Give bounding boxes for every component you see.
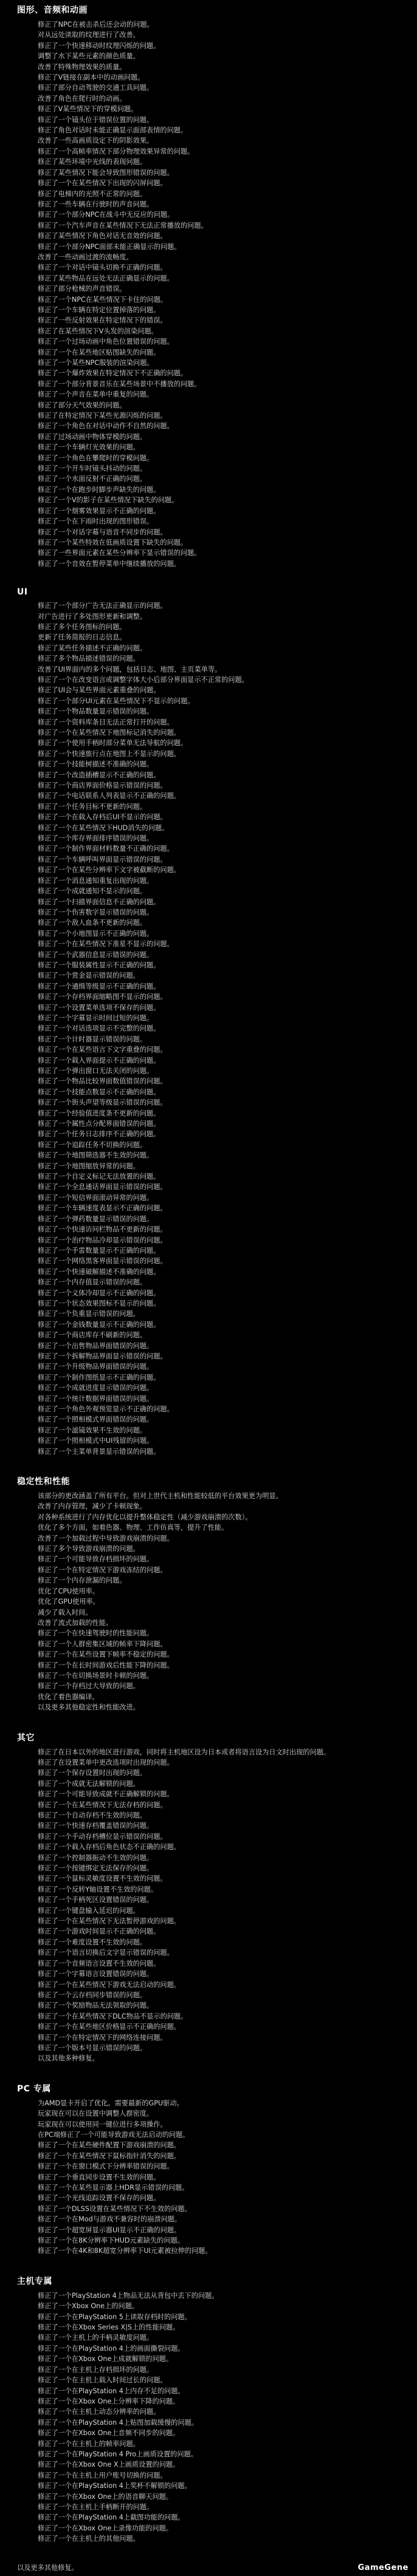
list-item: 修正了一个在主机上手柄断开的问题。 — [38, 2502, 405, 2512]
list-item: 修正了某些任务描述不正确的问题。 — [38, 643, 405, 653]
list-item: 修正了一个属性点分配界面错误的问题。 — [38, 1119, 405, 1129]
list-item: 修正了一个可能导致成就不正确解锁的问题。 — [38, 1789, 405, 1799]
list-item: 优化了着色器编译。 — [38, 1692, 405, 1702]
list-item: 修正了一个车辆灯光效果的问题。 — [38, 442, 405, 452]
section-title: 其它 — [17, 1733, 35, 1743]
list-item: 修正了一个统计数据界面错误的问题。 — [38, 1394, 405, 1404]
list-item: 修正了一个在主机上动态分辨率的问题。 — [38, 2407, 405, 2417]
list-item: 修正了在某些情况下V头发的渲染问题。 — [38, 326, 405, 336]
list-item: 修正了一个在Xbox One上分辨率下降的问题。 — [38, 2396, 405, 2407]
list-item: 修正了一个鼠标灵敏度设置不生效的问题。 — [38, 1873, 405, 1884]
list-item: 修正了一个快速存档覆盖错误的问题。 — [38, 1821, 405, 1831]
list-item: 修正了一个网络黑客界面显示错误的问题。 — [38, 1256, 405, 1266]
list-item: 修正了一个在PlayStation 4上截图功能的问题。 — [38, 2512, 405, 2523]
list-item: 修正了一个商店库存不刷新的问题。 — [38, 1330, 405, 1340]
list-item: 修正了一个Xbox One上的问题。 — [38, 2301, 405, 2311]
list-item: 修正了一个敌人血条不更新的问题。 — [38, 918, 405, 928]
list-item: 修正了一个服装属性显示不正确的问题。 — [38, 960, 405, 970]
list-item: 修正了一个在PlayStation 5上读取存档时的问题。 — [38, 2312, 405, 2322]
list-item: 修正了一个某些特效在低画质设置下缺失的问题。 — [38, 537, 405, 548]
list-item: 修正了一个人群密集区域的帧率下降问题。 — [38, 1639, 405, 1649]
list-item: 调整了水下某些元素的颜色质量。 — [38, 51, 405, 61]
list-item: 修正了一个在Xbox Series X|S上的性能问题。 — [38, 2322, 405, 2332]
list-item: 修正了一个在某些情况下无法存档的问题。 — [38, 1800, 405, 1810]
list-item: 修正了一个在载入存档后UI不显示的问题。 — [38, 812, 405, 822]
list-item: 修正了一个保存设置时出现的问题。 — [38, 1768, 405, 1778]
list-item: 修正了某些情况下能会导致图形错误的问题。 — [38, 168, 405, 178]
list-item: 修正了一个汽车声音在某些情况下无法正常播放的问题。 — [38, 220, 405, 231]
list-item: 修正了一个音效在暂停菜单中继续播放的问题。 — [38, 559, 405, 569]
list-item: 修正了一个游戏时间显示不正确的问题。 — [38, 1926, 405, 1937]
list-item: 修正了一个云存档同步错误的问题。 — [38, 1990, 405, 2000]
list-item: 玩家现在可以在设置中调整人群密度。 — [38, 2108, 405, 2119]
list-item: 修正了一个出售物品界面错误的问题。 — [38, 1341, 405, 1351]
list-item: 修正了一个在Xbox One上录像功能的问题。 — [38, 2523, 405, 2533]
list-item: 玩家现在可以使用同一键位进行多项操作。 — [38, 2119, 405, 2130]
list-item: 修正了一个版本号显示错误的问题。 — [38, 2043, 405, 2053]
list-item: 修正了一个义体冷却显示不正确的问题。 — [38, 1288, 405, 1298]
list-item: 修正了一个水面反射不正确的问题。 — [38, 474, 405, 484]
list-item: 减少了载入时间。 — [38, 1607, 405, 1618]
footer-note: 以及更多其他修复。 — [17, 2563, 78, 2572]
list-item: 修正了一个某些NPC服装的渲染问题。 — [38, 358, 405, 368]
list-item: 修正了一个爆炸效果在特定情况下不正确的问题。 — [38, 368, 405, 378]
section-title: PC 专属 — [17, 2084, 51, 2094]
list-item: 修正了角色对话时未能正确显示面部表情的问题。 — [38, 125, 405, 135]
list-item: 修正了部分自动驾驶的交通工具问题。 — [38, 83, 405, 93]
list-item: 修正了一个技能点数显示不正确的问题。 — [38, 1087, 405, 1097]
list-item: 修正了一个小地图显示不正确的问题。 — [38, 929, 405, 939]
list-item: 修正了一些界面元素在某些分辨率下显示错误的问题。 — [38, 548, 405, 558]
list-item: 修正了一个在某些情况下无法暂停游戏的问题。 — [38, 1916, 405, 1926]
list-item: 修正了一个成就进度显示错误的问题。 — [38, 1383, 405, 1393]
list-item: 修正了一个设置菜单选项不保存的问题。 — [38, 1003, 405, 1013]
list-item: 修正了某些情况下角色对话无音效的问题。 — [38, 231, 405, 241]
section-title: 稳定性和性能 — [17, 1477, 70, 1487]
list-item: 修正了一个任务目标不更新的问题。 — [38, 802, 405, 812]
list-item: 改善了特殊物理效果的质量。 — [38, 62, 405, 72]
list-item: 修正了一个短信界面滚动异常的问题。 — [38, 1193, 405, 1203]
list-item: 修正了一个成就无法解锁的问题。 — [38, 1779, 405, 1789]
list-item: 修正了一个自动存档不生效的问题。 — [38, 1810, 405, 1821]
list-item: 修正了一个在PlayStation 4上奖杯不解锁的问题。 — [38, 2481, 405, 2491]
list-item: 修正了一个内存泄漏的问题。 — [38, 1575, 405, 1586]
list-item: 修正了一个滤镜效果不生效的问题。 — [38, 1425, 405, 1436]
list-item: 修正了一个伤害数字显示错误的问题。 — [38, 907, 405, 918]
list-item: 修正了一个在长时间游戏后性能下降的问题。 — [38, 1660, 405, 1671]
list-item: 修正了一个升级物品界面错误的问题。 — [38, 1361, 405, 1372]
list-item: 修正了一个声音在菜单中重复的问题。 — [38, 389, 405, 400]
list-item: 修正了一个在某些情况下鼠标指针消失的问题。 — [38, 2151, 405, 2161]
list-item: 修正了一个高帧率情况下部分物理效果异常的问题。 — [38, 146, 405, 157]
list-item: 修正了一个NPC在某些情况下卡住的问题。 — [38, 295, 405, 305]
list-item: 修正了一个在某些情况下HUD消失的问题。 — [38, 823, 405, 833]
list-item: 修正了一个照相模式界面错误的问题。 — [38, 1414, 405, 1425]
list-item: 修正了一个快速访问栏物品不更新的问题。 — [38, 1224, 405, 1235]
list-item: 修正了一个车辆呼叫界面显示错误的问题。 — [38, 854, 405, 865]
list-item: 修正了一个改造插槽显示不正确的问题。 — [38, 770, 405, 780]
list-item: 修正了一个电话联系人列表显示不正确的问题。 — [38, 791, 405, 801]
list-item: 修正了一个在某些情况下出现的闪屏问题。 — [38, 178, 405, 188]
list-item: 修正了一个地图筛选器不生效的问题。 — [38, 1150, 405, 1160]
list-item: 修正了一个在改变语言或调整字体大小后部分界面显示不正常的问题。 — [38, 675, 405, 685]
list-item: 修正了一个角色外观预览显示不正确的问题。 — [38, 1404, 405, 1414]
list-item: 修正了一个金钱数量显示不正确的问题。 — [38, 1320, 405, 1330]
list-item: 修正了一个DLSS设置在某些情况下不生效的问题。 — [38, 2204, 405, 2214]
list-item: 修正了一个载入存档后角色状态不正确的问题。 — [38, 1842, 405, 1852]
section — [17, 1731, 405, 2064]
list-item: 修正了一个反转Y轴设置不生效的问题。 — [38, 1884, 405, 1895]
list-item: 改善了内存管理，减少了卡顿现象。 — [38, 1501, 405, 1511]
list-item: 修正了一个拆解物品界面显示错误的问题。 — [38, 1351, 405, 1361]
section — [17, 4, 405, 569]
list-item: 修正了一个使用手柄时部分菜单无法导航的问题。 — [38, 738, 405, 748]
list-item: 修正了一个追踪任务不切换的问题。 — [38, 1140, 405, 1150]
list-item: 修正了一个负重显示错误的问题。 — [38, 1309, 405, 1319]
list-item: 修正了一个垂直同步设置不生效的问题。 — [38, 2172, 405, 2182]
list-item: 修正了一个部分广告无法正确显示的问题。 — [38, 601, 405, 611]
list-item: 修正了一个在快速驾驶时的性能问题。 — [38, 1628, 405, 1638]
list-item: 修正了NPC在被击杀后还会动的问题。 — [38, 19, 405, 30]
list-item: 修正了V某些情况下的穿模问题。 — [38, 104, 405, 114]
list-item: 修正了一个键盘输入延迟的问题。 — [38, 1906, 405, 1916]
list-item: 修正了一个全息通话界面显示错误的问题。 — [38, 1182, 405, 1192]
list-item: 修正了一个字幕语言设置错误的问题。 — [38, 1969, 405, 1979]
list-item: 修正了一个控制器振动不生效的问题。 — [38, 1853, 405, 1863]
list-item: 修正了一个库存界面排序错误的问题。 — [38, 833, 405, 843]
list-item: 修正了一个自定义标记无法放置的问题。 — [38, 1171, 405, 1182]
list-item: 修正了一个在某些设置下帧率不稳定的问题。 — [38, 1649, 405, 1660]
bullet-list — [17, 1747, 405, 2064]
section — [17, 2082, 405, 2257]
list-item: 修正了一个在某些显示器上HDR显示错误的问题。 — [38, 2182, 405, 2193]
list-item: 修正了多个任务图标的问题。 — [38, 622, 405, 632]
list-item: 修正了一个地图缩放异常的问题。 — [38, 1161, 405, 1171]
list-item: 修正了一个部分NPC面部未能正确显示的问题。 — [38, 242, 405, 252]
list-item: 修正了一个车辆在特定位置掉落的问题。 — [38, 305, 405, 315]
list-item: 修正了一个开车时镜头抖动的问题。 — [38, 463, 405, 474]
list-item: 修正了一个在主机上用户账号切换的问题。 — [38, 2470, 405, 2481]
list-item: 修正了一个照相模式中UI残留的问题。 — [38, 1436, 405, 1446]
list-item: 修正了在日本以外的地区进行游戏，同时将主机地区设为日本或者将语言设为日文时出现的问题。 — [38, 1747, 405, 1757]
bullet-list — [17, 2291, 405, 2544]
list-item: 修正了一个街头声望等级显示错误的问题。 — [38, 1097, 405, 1108]
bullet-list — [17, 2098, 405, 2257]
list-item: 修正了一个部分UI元素在某些情况下不显示的问题。 — [38, 696, 405, 706]
list-item: 为AMD显卡开启了优化。需要最新的GPU驱动。 — [38, 2098, 405, 2108]
list-item: 修正了一个制作图纸显示不正确的问题。 — [38, 1372, 405, 1383]
list-item: 修正了一个消息通知重复出现的问题。 — [38, 876, 405, 886]
list-item: 修正了某些环境中光线的表现问题。 — [38, 157, 405, 167]
list-item: 修正了一个在主机上载入时间过长的问题。 — [38, 2375, 405, 2385]
section — [17, 1475, 405, 1713]
list-item: 优化了GPU使用率。 — [38, 1596, 405, 1607]
list-item: 修正了一个角色在攀爬时的穿模问题。 — [38, 453, 405, 463]
list-item: 以及其他多种修复。 — [38, 2053, 405, 2063]
list-item: 修正了一个物品数量显示错误的问题。 — [38, 706, 405, 717]
list-item: 修正了多个导致游戏崩溃的问题。 — [38, 1544, 405, 1554]
list-item: 改善了角色在爬行时的动画。 — [38, 94, 405, 104]
list-item: 改善了流式加载的性能。 — [38, 1618, 405, 1628]
list-item: 修正了一个手柄死区设置错误的问题。 — [38, 1895, 405, 1905]
list-item: 修正了一个在Xbox One X上画质设置的问题。 — [38, 2459, 405, 2470]
list-item: 修正了一个按键绑定无法保存的问题。 — [38, 1863, 405, 1873]
list-item: 修正了一个音频语言设置不生效的问题。 — [38, 1958, 405, 1969]
list-item: 修正了一个手雷数量显示不正确的问题。 — [38, 1245, 405, 1256]
list-item: 修正了一个在PlayStation 4上贴图加载缓慢的问题。 — [38, 2418, 405, 2428]
list-item: 修正了一个商店界面价格显示错误的问题。 — [38, 780, 405, 791]
list-item: 修正了多个物品描述错误的问题。 — [38, 653, 405, 664]
list-item: 修正了部分枪械的声音错误。 — [38, 284, 405, 294]
list-item: 修正了电梯内的光照不正常的问题。 — [38, 189, 405, 199]
list-item: 对从远处读取的纹理进行了改善。 — [38, 30, 405, 40]
list-item: 修正了一个赏金显示错误的问题。 — [38, 970, 405, 981]
list-item: 修正了一个镜头位于错误位置的问题。 — [38, 115, 405, 125]
list-item: 修正了一个在特定情况下游戏冻结的问题。 — [38, 1565, 405, 1575]
list-item: 修正了一个经验值进度条不更新的问题。 — [38, 1108, 405, 1119]
list-item: 修正了一个奖励物品无法领取的问题。 — [38, 2000, 405, 2011]
list-item: 修正了一个在某些分辨率下文字被截断的问题。 — [38, 865, 405, 875]
list-item: 改善了一个加载过程中导致游戏崩溃的问题。 — [38, 1533, 405, 1544]
section-title: 图形、音频和动画 — [17, 5, 88, 15]
list-item: 修正了V链接在副本中的动画问题。 — [38, 72, 405, 83]
list-item: 修正了一个过场动画中角色位置错误的问题。 — [38, 336, 405, 347]
list-item: 修正了一个对话选项显示不完整的问题。 — [38, 1023, 405, 1034]
list-item: 修正了一个部分NPC在战斗中无反应的问题。 — [38, 210, 405, 220]
list-item: 修正了某些物品在远处无法正确显示的问题。 — [38, 273, 405, 284]
list-item: 修正了一个在下雨时出现的图形错误。 — [38, 516, 405, 526]
list-item: 修正了一个主菜单背景显示错误的问题。 — [38, 1446, 405, 1457]
list-item: 修正了一个制作界面材料数量不正确的问题。 — [38, 843, 405, 854]
list-item: 修正了一个技能树描述不准确的问题。 — [38, 759, 405, 769]
list-item: 在PC端修正了一个可能导致游戏无法启动的问题。 — [38, 2130, 405, 2140]
list-item: 修正了一个快速移动时纹理闪烁的问题。 — [38, 41, 405, 51]
list-item: 修正了一个弹出窗口无法关闭的问题。 — [38, 1066, 405, 1076]
list-item: 修正了一个计时器显示错误的问题。 — [38, 1034, 405, 1044]
list-item: 修正了一个在某些地区价格显示不正确的问题。 — [38, 2022, 405, 2032]
list-item: 以及更多其他稳定性和性能改进。 — [38, 1702, 405, 1712]
list-item: 修正了一个对话字幕与语音不同步的问题。 — [38, 527, 405, 537]
list-item: 修正了一些反射效果在特定情况下的错误。 — [38, 315, 405, 325]
list-item: 修正了一个存档界面缩略图不显示的问题。 — [38, 992, 405, 1002]
list-item: 修正了在设置菜单中更改选项时出现的问题。 — [38, 1757, 405, 1768]
list-item: 修正了一个部分背景音乐在某些场景中不播放的问题。 — [38, 379, 405, 389]
list-item: 修正了一个弹药数量显示错误的问题。 — [38, 1214, 405, 1224]
list-item: 修正了一个语言切换后文字显示错误的问题。 — [38, 1947, 405, 1958]
list-item: 修正了一个主机上的手柄灵敏度问题。 — [38, 2332, 405, 2343]
list-item: 修正了一个存档过大导致的问题。 — [38, 1681, 405, 1691]
section — [17, 2275, 405, 2544]
list-item: 修正了一个快速破解描述不准确的问题。 — [38, 1267, 405, 1277]
list-item: 修正了过场动画中物体穿模的问题。 — [38, 432, 405, 442]
list-item: 修正了一个通缉等级显示不正确的问题。 — [38, 981, 405, 992]
list-item: 修正了一个在PlayStation 4上内存不足的问题。 — [38, 2386, 405, 2396]
list-item: 修正了一个光线追踪设置不保存的问题。 — [38, 2193, 405, 2203]
list-item: 对各种系统进行了内存优化以提升整体稳定性（减少游戏崩溃的次数）。 — [38, 1512, 405, 1522]
list-item: 修正了一个可能导致存档损坏的问题。 — [38, 1554, 405, 1564]
bullet-list — [17, 601, 405, 1457]
list-item: 修正了一个在某些情况下游戏无法启动的问题。 — [38, 1980, 405, 1990]
list-item: 修正了一个武器信息显示错误的问题。 — [38, 950, 405, 960]
list-item: 修正了一个在主机上的帧率问题。 — [38, 2439, 405, 2449]
list-item: 修正了一个在某些情况下准星不显示的问题。 — [38, 939, 405, 949]
list-item: 修正了一个成就通知不显示的问题。 — [38, 886, 405, 896]
list-item: 修正了一个难度设置不生效的问题。 — [38, 1937, 405, 1947]
list-item: 修正了一个对话中镜头切换不正确的问题。 — [38, 262, 405, 273]
list-item: 修正了一个在某些地区贴图缺失的问题。 — [38, 347, 405, 358]
list-item: 修正了部分天气效果的问题。 — [38, 400, 405, 411]
list-item: 改善了UI界面内的多个问题，包括日志、地图、主页菜单等。 — [38, 664, 405, 675]
list-item: 修正了一个V的影子在某些情况下缺失的问题。 — [38, 495, 405, 505]
section-title: UI — [17, 587, 28, 598]
list-item: 修正了一个在特定情况下的网络连接问题。 — [38, 2033, 405, 2043]
list-item: 修正了一个在Xbox One上的语音聊天问题。 — [38, 2492, 405, 2502]
bullet-list — [17, 19, 405, 569]
list-item: 修正了一个在主机上存档损坏的问题。 — [38, 2365, 405, 2375]
list-item: 修正了一个内存值显示错误的问题。 — [38, 1277, 405, 1287]
bullet-list — [17, 1491, 405, 1713]
list-item: 对广告进行了多处图形更新和调整。 — [38, 612, 405, 622]
list-item: 修正了一个在8K分辨率下HUD元素缺失的问题。 — [38, 2235, 405, 2246]
list-item: 修正了一个角色在对话中动作不自然的问题。 — [38, 421, 405, 431]
list-item: 改善了一些动画过渡的流畅度。 — [38, 252, 405, 262]
list-item: 修正了一个PlayStation 4上物品无法从背包中丢下的问题。 — [38, 2291, 405, 2301]
list-item: 修正了一个在某些情况下地图标记消失的问题。 — [38, 727, 405, 738]
list-item: 修正了一个烟雾效果显示不正确的问题。 — [38, 506, 405, 516]
list-item: 修正了一个在某些硬件配置下游戏崩溃的问题。 — [38, 2140, 405, 2150]
list-item: 修正了一个在Xbox One上音频不同步的问题。 — [38, 2428, 405, 2438]
list-item: 修正了一个车辆速度表显示不正确的问题。 — [38, 1203, 405, 1213]
list-item: 修正了一个在跑步时脚步声缺失的问题。 — [38, 485, 405, 495]
list-item: 修正了一些车辆在行驶时的声音问题。 — [38, 199, 405, 210]
list-item: 修正了一个在Mod与游戏不兼容时的崩溃问题。 — [38, 2214, 405, 2224]
list-item: 修正了一个在主机上的其他问题。 — [38, 2533, 405, 2544]
list-item: 该部分的更改涵盖了所有平台。但对上世代主机和性能较低的平台效果更为明显。 — [38, 1491, 405, 1501]
list-item: 修正了一个在窗口模式下分辨率错误的问题。 — [38, 2161, 405, 2172]
list-item: 修正了一个状态效果图标不显示的问题。 — [38, 1298, 405, 1309]
section — [17, 587, 405, 1457]
list-item: 修正了一个在Xbox One上成就解锁的问题。 — [38, 2354, 405, 2364]
list-item: 修正了一个在PlayStation 4 Pro上画质设置的问题。 — [38, 2449, 405, 2459]
list-item: 修正了一个在4K和8K超宽分辨率下UI元素被拉伸的问题。 — [38, 2246, 405, 2256]
list-item: 修正了一个在切换场景时卡顿的问题。 — [38, 1671, 405, 1681]
list-item: 修正了一个超宽屏显示器UI显示不正确的问题。 — [38, 2225, 405, 2235]
list-item: 优化了CPU使用率。 — [38, 1586, 405, 1596]
list-item: 修正了一个物品比较界面数值错误的问题。 — [38, 1076, 405, 1086]
list-item: 改善了一些高画质设定下的阴影效果。 — [38, 135, 405, 146]
section-title: 主机专属 — [17, 2276, 52, 2286]
list-item: 修正了一个在PlayStation 4上的画面撕裂问题。 — [38, 2343, 405, 2354]
list-item: 修正了一个扫描界面信息不正确的问题。 — [38, 897, 405, 907]
list-item: 修正了一个在某些语言下文字重叠的问题。 — [38, 1044, 405, 1055]
list-item: 修正了一个在某些情况下DLC物品不显示的问题。 — [38, 2011, 405, 2022]
list-item: 修正了一个治疗物品冷却显示错误的问题。 — [38, 1235, 405, 1245]
list-item: 修正了一个载入界面提示不正确的问题。 — [38, 1055, 405, 1066]
list-item: 修正了在特定情况下某些光源闪烁的问题。 — [38, 411, 405, 421]
list-item: 优化了多个方面，如着色器、物理、工作仿真等，提升了性能。 — [38, 1522, 405, 1533]
list-item: 修正了一个手动存档槽位显示错误的问题。 — [38, 1831, 405, 1842]
list-item: 修正了一个任务日志排序不正确的问题。 — [38, 1129, 405, 1139]
list-item: 更新了任务简报的日志信息。 — [38, 632, 405, 642]
list-item: 修正了一个字幕显示时间过短的问题。 — [38, 1013, 405, 1023]
list-item: 修正了UI会与某些界面元素重叠的问题。 — [38, 685, 405, 695]
watermark-logo: GameGene — [357, 2563, 408, 2572]
list-item: 修正了一个资料库条目无法正常打开的问题。 — [38, 717, 405, 727]
list-item: 修正了一个快速旅行点在地图上不显示的问题。 — [38, 749, 405, 759]
